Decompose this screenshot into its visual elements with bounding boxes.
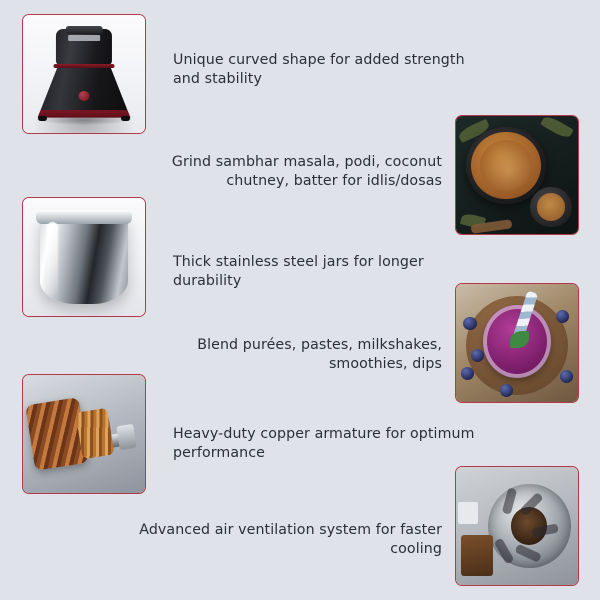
feature-image-air-ventilation bbox=[455, 466, 579, 586]
feature-image-stainless-steel-jars bbox=[22, 197, 146, 317]
berry-smoothie-photo bbox=[456, 284, 578, 402]
feature-image-blend-purees bbox=[455, 283, 579, 403]
copper-armature-photo bbox=[23, 375, 145, 493]
feature-caption-copper-armature: Heavy-duty copper armature for optimum performance bbox=[173, 426, 475, 461]
feature-caption-air-ventilation: Advanced air ventilation system for faster cooling bbox=[139, 522, 442, 557]
stainless-steel-jar-photo bbox=[23, 198, 145, 316]
motor-ventilation-housing-photo bbox=[456, 467, 578, 585]
feature-caption-curved-shape: Unique curved shape for added strength and stability bbox=[173, 52, 465, 87]
feature-image-curved-shape bbox=[22, 14, 146, 134]
feature-image-grind-masala bbox=[455, 115, 579, 235]
feature-caption-blend-purees: Blend purées, pastes, milkshakes, smoothies, dips bbox=[197, 337, 442, 372]
feature-image-copper-armature bbox=[22, 374, 146, 494]
mixer-grinder-body-photo bbox=[23, 15, 145, 133]
feature-caption-stainless-steel-jars: Thick stainless steel jars for longer durability bbox=[173, 254, 424, 289]
ground-masala-powder-photo bbox=[456, 116, 578, 234]
feature-caption-grind-masala: Grind sambhar masala, podi, coconut chutney, batter for idlis/dosas bbox=[171, 154, 442, 189]
